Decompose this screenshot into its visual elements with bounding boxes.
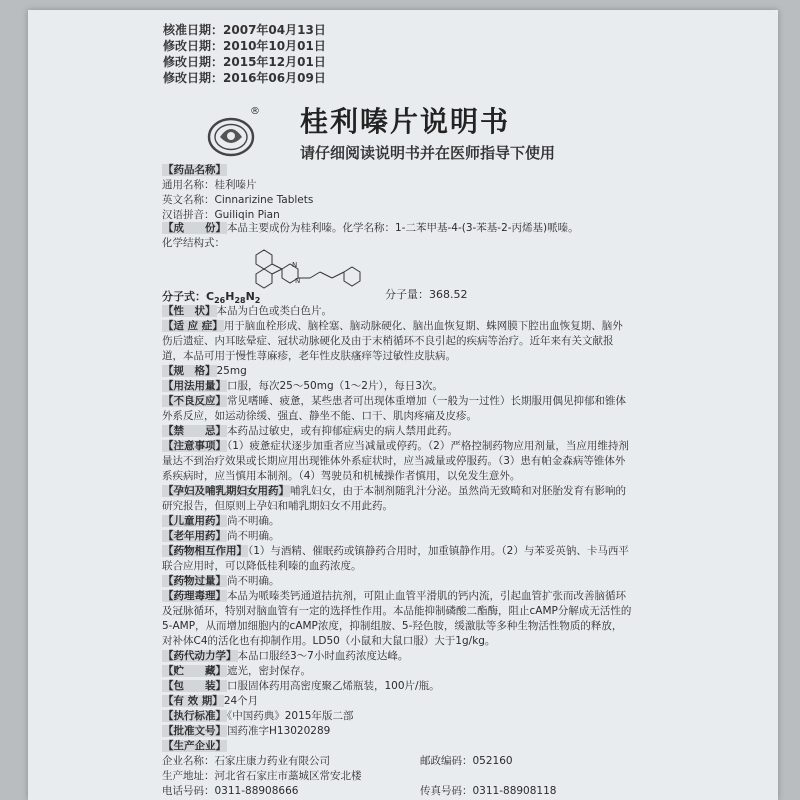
section-label: 【生产企业】 [163, 740, 226, 752]
section-pregnancy: 【孕妇及哺乳期妇女用药】哺乳妇女，由于本制剂随乳汁分泌。虽然尚无致畸和对胚胎发育有影响的研究报告，但原则上孕妇和哺乳期妇女不用此药。 [162, 485, 626, 512]
section-contraindications: 【禁 忌】本药品过敏史，或有抑郁症病史的病人禁用此药。 [163, 425, 458, 437]
generic-name: 通用名称：桂利嗪片 [162, 179, 257, 191]
section-dosage: 【用法用量】口服，每次25～50mg（1～2片），每日3次。 [163, 380, 443, 392]
postal-code: 邮政编码：052160 [420, 755, 513, 767]
section-packaging: 【包 装】口服固体药用高密度聚乙烯瓶装，100片/瓶。 [163, 680, 440, 692]
svg-text:N: N [292, 261, 298, 269]
chemical-structure-diagram [248, 247, 388, 291]
revision-date: 修改日期：2016年06月09日 [163, 71, 326, 85]
section-pharmacokinetics: 【药代动力学】本品口服经3～7小时血药浓度达峰。 [163, 650, 409, 662]
section-approval-number: 【批准文号】国药准字H13020289 [163, 725, 331, 737]
section-standard: 【执行标准】《中国药典》2015年版二部 [163, 710, 354, 722]
section-label: 【药品名称】 [163, 164, 226, 176]
section-pharmacology: 【药理毒理】本品为哌嗪类钙通道拮抗剂，可阻止血管平滑肌的钙内流，引起血管扩张而改善脑循环及冠脉循环，特别对脑血管有一定的选择性作用。本品能抑制磷酸二酯酶，阻止cAMP分解成无活性的5-AMP，从而增加细胞内的cAMP浓度，抑制组胺、5-羟色胺，缓激肽等多种生物活性物质的释放，对补体C4的活化也有抑制作用。LD50（小鼠和大鼠口服）大于1g/kg。 [162, 590, 632, 647]
revision-date: 修改日期：2015年12月01日 [163, 55, 326, 69]
company-address: 生产地址：河北省石家庄市藁城区常安北楼 [162, 770, 362, 782]
section-storage: 【贮 藏】遮光，密封保存。 [163, 665, 311, 677]
pinyin-name: 汉语拼音：Guiliqin Pian [162, 209, 280, 221]
section-interactions: 【药物相互作用】（1）与酒精、催眠药或镇静药合用时，加重镇静作用。（2）与苯妥英钠、卡马西平联合应用时，可以降低桂利嗪的血药浓度。 [162, 545, 629, 572]
revision-dates [163, 22, 326, 86]
document-subtitle: 请仔细阅读说明书并在医师指导下使用 [300, 144, 556, 162]
drug-name-section [162, 163, 628, 223]
approval-date: 核准日期：2007年04月13日 [163, 23, 326, 37]
section-adverse-reactions: 【不良反应】常见嗜睡、疲惫，某些患者可出现体重增加（一般为一过性）长期服用偶见抑郁和锥体外系反应，如运动徐缓、强直、静坐不能、口干、肌肉疼痛及皮疹。 [162, 395, 626, 422]
section-shelf-life: 【有 效 期】24个月 [163, 695, 259, 707]
revision-date: 修改日期：2010年10月01日 [163, 39, 326, 53]
molecular-formula: 分子式：$C_{26}H_{28}N_2$ [162, 290, 261, 306]
section-indications: 【适 应 症】用于脑血栓形成、脑栓塞、脑动脉硬化、脑出血恢复期、蛛网膜下腔出血恢复期、脑外伤后遗症、内耳眩晕症、冠状动脉硬化及由于末梢循环不良引起的疾病等治疗。近年来有关文献报道，本品可用于慢性荨麻疹，老年性皮肤瘙痒等过敏性皮肤病。 [162, 320, 623, 362]
fax-number: 传真号码：0311-88908118 [420, 785, 557, 797]
english-name: 英文名称：Cinnarizine Tablets [162, 194, 314, 206]
document-title: 桂利嗪片说明书 [300, 105, 511, 138]
section-pediatric: 【儿童用药】尚不明确。 [163, 515, 280, 527]
composition-section [162, 221, 632, 236]
svg-text:N: N [295, 277, 301, 285]
company-phone: 电话号码：0311-88908666 [162, 785, 299, 797]
composition-text: 本品主要成份为桂利嗪。化学名称：1-二苯甲基-4-(3-苯基-2-丙烯基)哌嗪。 [227, 222, 579, 234]
section-overdose: 【药物过量】尚不明确。 [163, 575, 280, 587]
section-specification: 【规 格】25mg [163, 365, 247, 377]
company-logo-icon [206, 113, 256, 157]
manufacturer-section [162, 739, 632, 799]
section-description: 【性 状】本品为白色或类白色片。 [163, 305, 332, 317]
registered-mark: ® [250, 106, 260, 117]
structure-label: 化学结构式： [162, 237, 225, 249]
company-name: 企业名称：石家庄康力药业有限公司 [162, 755, 330, 767]
molecular-weight: 分子量：368.52 [385, 288, 468, 301]
section-precautions: 【注意事项】（1）疲惫症状逐步加重者应当减量或停药。（2）严格控制药物应用剂量，当应用维持剂量达不到治疗效果或长期应用出现锥体外系症状时，应当减量或停服药。（3）患有帕金森病等锥体外系疾病时，应当慎用本制剂。（4）驾驶员和机械操作者慎用，以免发生意外。 [162, 440, 629, 482]
section-geriatric: 【老年用药】尚不明确。 [163, 530, 280, 542]
section-label: 【成 份】 [163, 222, 226, 234]
